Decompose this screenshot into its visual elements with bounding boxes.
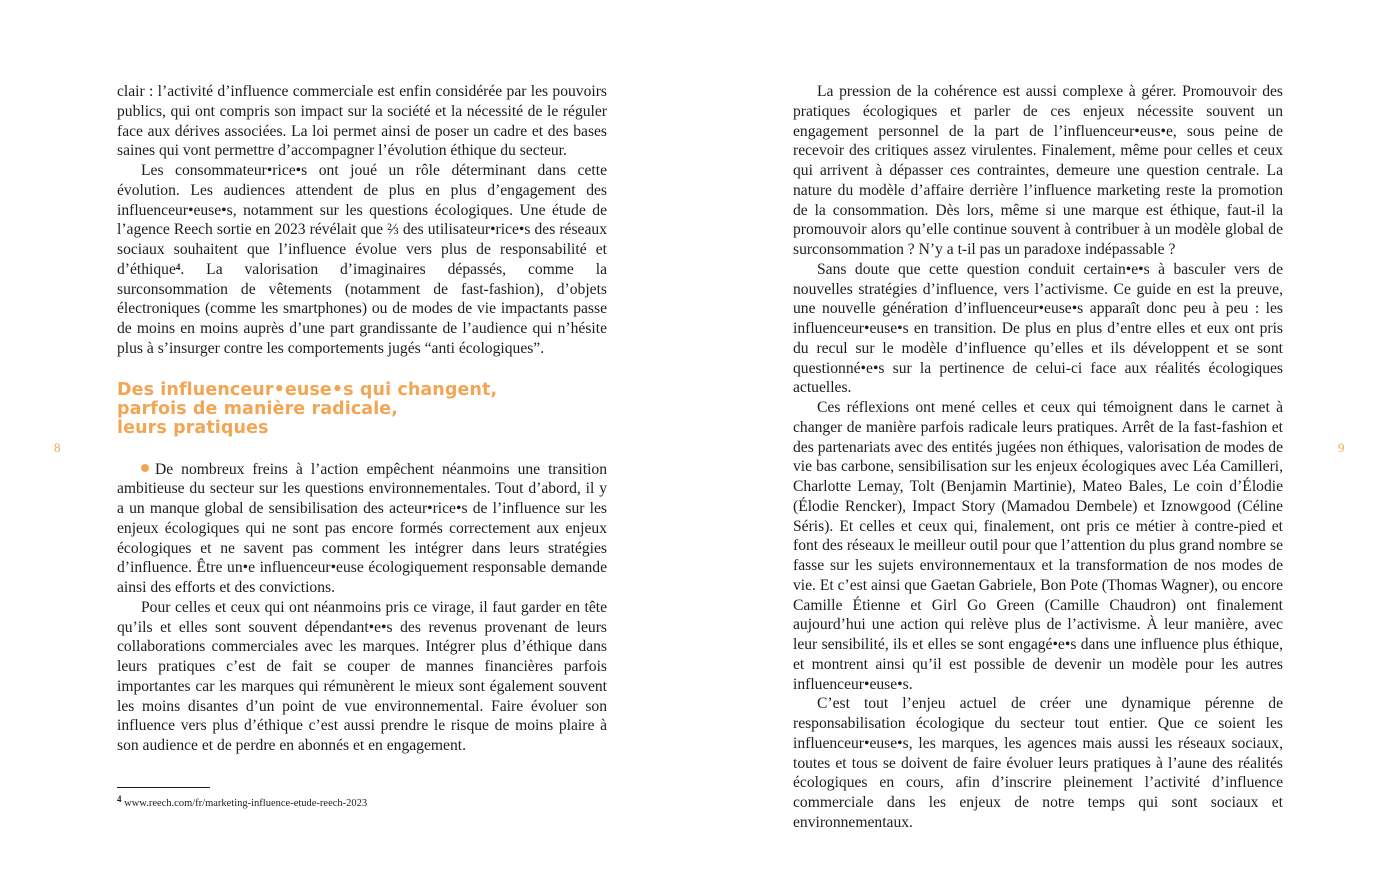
paragraph-text: Les consommateur•rice•s ont joué un rôle déterminant dans cette évolution. Les audiences attendent de plus en plus d’engagement des influenceur•euse•s, notamment sur les questions écologiques. Une étude de l’agence Reech sortie en 2023 révélait que ⅔ des utilisateur•rice•s des réseaux sociaux souhaitent que l’influence évolue vers plus de responsabilité et d’éthique: [117, 162, 607, 278]
paragraph: C’est tout l’enjeu actuel de créer une dynamique pérenne de responsabilisation écologique du secteur tout entier. Que ce soient les influenceur•euse•s, les marques, les agences mais aussi les réseaux sociaux, toutes et tous se doivent de faire évoluer leurs pratiques à l’aune des réalités écologiques en cours, afin d’inscrire pleinement l’activité d’influence commerciale dans les enjeux de notre temps qui sont sociaux et environnementaux.: [793, 695, 1283, 831]
page-number: 8: [54, 440, 61, 455]
footnote-divider: [117, 787, 210, 788]
paragraph: [117, 161, 607, 359]
paragraph: Ces réflexions ont mené celles et ceux qui témoignent dans le carnet à changer de manière parfois radicale leurs pratiques. Arrêt de la fast-fashion et des partenariats avec des entités jugées non éthiques, valorisation de modes de vie bas carbone, sensibilisation sur les enjeux écologiques avec Léa Camilleri, Charlotte Lemay, Tolt (Benjamin Martinie), Mateo Bales, Le coin d’Élodie (Élodie Rencker), Impact Story (Mamadou Dembele) et Iznowgood (Céline Séris). Et celles et ceux qui, finalement, ont pris ce métier à contre-pied et font des réseaux le meilleur outil pour que l’attention du plus grand nombre se fasse sur les sujets environnementaux et la transformation de nos modes de vie. Et c’est ainsi que Gaetan Gabriele, Bon Pote (Thomas Wagner), ou encore Camille Étienne et Girl Go Green (Camille Chaudron) ont finalement aujourd’hui une action qui relève plus de l’activisme. À leur manière, avec leur sensibilité, ils et elles se sont engagé•e•s dans une influence plus éthique, et montrent ainsi qu’il est possible de devenir un modèle pour les autres influenceur•euse•s.: [793, 399, 1283, 693]
heading-line: Des influenceur•euse•s qui changent,: [117, 379, 498, 400]
left-text-column: [117, 82, 607, 756]
right-text-column: [793, 82, 1283, 833]
bullet-dot-icon: [141, 464, 149, 472]
page-number: 9: [1338, 440, 1345, 455]
paragraph: Sans doute que cette question conduit certain•e•s à basculer vers de nouvelles stratégies d’influence, vers l’activisme. Ce guide en est la preuve, une nouvelle génération d’influenceur•euse•s apparaît donc peu à peu : les influenceur•euse•s en transition. De plus en plus d’entre elles et eux ont pris du recul sur le modèle d’influence qu’elles et ils développent et se sont questionné•e•s sur la pertinence de celui-ci face aux réalités écologiques actuelles.: [793, 260, 1283, 397]
section-heading: [117, 381, 607, 438]
paragraph: clair : l’activité d’influence commerciale est enfin considérée par les pouvoirs publics, qui ont compris son impact sur la société et la nécessité de le réguler face aux dérives associées. La loi permet ainsi de poser un cadre et des bases saines qui vont permettre d’accompagner l’évolution éthique du secteur.: [117, 83, 607, 160]
footnote: [117, 794, 368, 811]
paragraph-text: De nombreux freins à l’action empêchent néanmoins une transition ambitieuse du secteur sur les questions environnementales. Tout d’abord, il y a un manque global de sensibilisation des acteur•rice•s de l’influence sur les enjeux écologiques qui ne sont pas encore formés correctement aux enjeux écologiques et ne savent pas comment les intégrer dans leurs stratégies d’influence. Être un•e influenceur•euse écologiquement responsable demande ainsi des efforts et des convictions.: [117, 460, 607, 596]
paragraph: La pression de la cohérence est aussi complexe à gérer. Promouvoir des pratiques écologiques et parler de ces enjeux nécessite souvent un engagement personnel de la part de l’influenceur•eus•e, sous peine de recevoir des critiques assez virulentes. Finalement, même pour celles et ceux qui arrivent à dépasser ces contraintes, demeure une question centrale. La nature du modèle d’affaire derrière l’influence marketing reste la promotion de la consommation. Dès lors, même si une marque est éthique, faut-il la promouvoir alors qu’elle continue souvent à contribuer à un modèle global de surconsommation ? N’y a t-il pas un paradoxe indépassable ?: [793, 83, 1283, 258]
heading-line: leurs pratiques: [117, 417, 269, 438]
footnote-number: 4: [117, 794, 122, 804]
paragraph-text-continued: . La valorisation d’imaginaires dépassés, comme la surconsommation de vêtements (notamment de fast-fashion), d’objets électroniques (comme les smartphones) ou de modes de vie impactants passe de moins en moins auprès d’une part grandissante de l’audience qui n’hésite plus à s’insurger contre les comportements jugés “anti écologiques”.: [117, 260, 607, 357]
heading-line: parfois de manière radicale,: [117, 398, 399, 419]
footnote-link[interactable]: www.reech.com/fr/marketing-influence-etude-reech-2023: [124, 798, 368, 809]
right-page: [700, 0, 1400, 896]
paragraph: [117, 460, 607, 598]
footnote-reference[interactable]: 4: [175, 261, 181, 272]
paragraph: Pour celles et ceux qui ont néanmoins pris ce virage, il faut garder en tête qu’ils et elles sont souvent dépendant•e•s des revenus provenant de leurs collaborations commerciales avec les marques. Intégrer plus d’éthique dans leurs pratiques c’est de fait se couper de mannes financières parfois importantes car les marques qui rémunèrent le mieux sont également souvent les moins disantes d’un point de vue environnemental. Faire évoluer son influence vers plus d’éthique c’est aussi prendre le risque de moins plaire à son audience et de perdre en abonnés et en engagement.: [117, 598, 607, 754]
